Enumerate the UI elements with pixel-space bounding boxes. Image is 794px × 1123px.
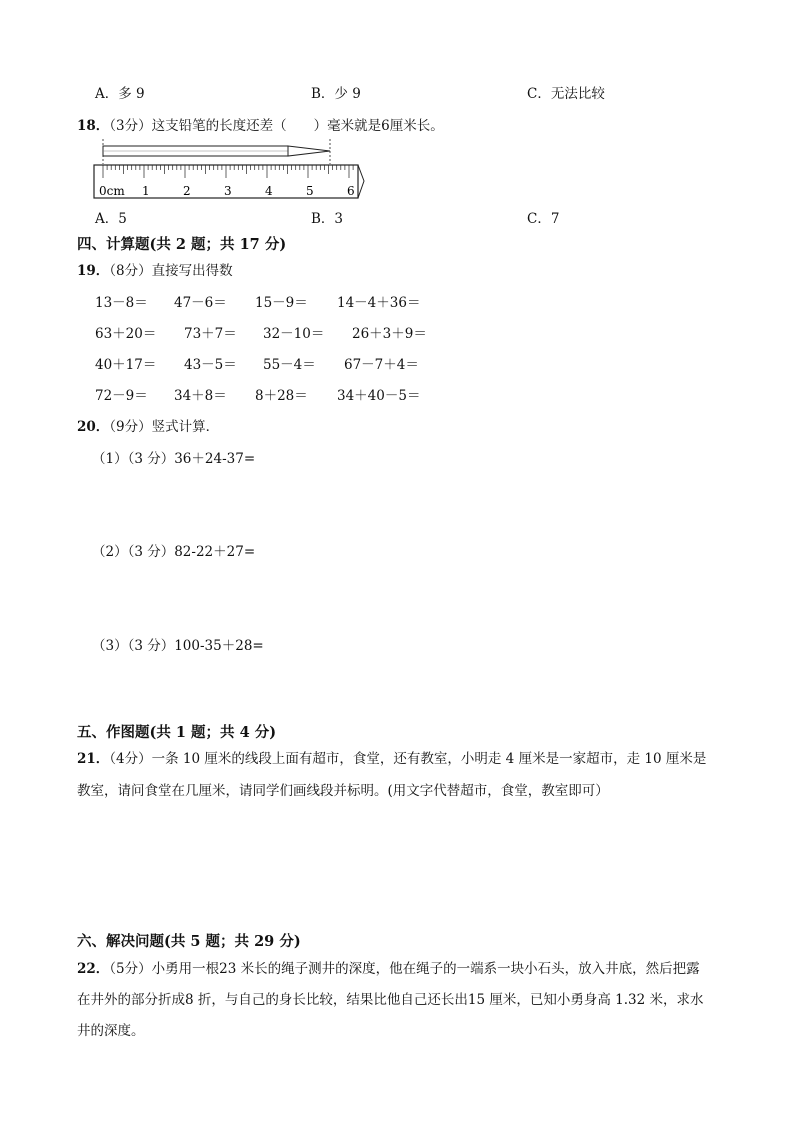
calc-item: 15－9＝ xyxy=(255,295,308,311)
ruler-label-6: 6 xyxy=(347,184,355,198)
question-19 xyxy=(77,259,233,279)
question-number: 19． xyxy=(77,263,110,279)
q17-option-a: A．多 9 xyxy=(95,86,145,102)
ruler-label-4: 4 xyxy=(265,184,273,198)
calc-item: 47－6＝ xyxy=(174,295,227,311)
question-text-line-3: 井的深度。 xyxy=(77,1023,145,1039)
section-6-title: 六、解决问题(共 5 题；共 29 分) xyxy=(77,933,301,950)
question-text-line-2: 教室，请问食堂在几厘米，请同学们画线段并标明。(用文字代替超市，食堂，教室即可） xyxy=(77,783,609,799)
pencil-ruler-figure xyxy=(92,137,372,205)
calc-item: 73＋7＝ xyxy=(184,326,237,342)
question-18 xyxy=(77,114,444,134)
question-22 xyxy=(77,957,700,977)
pencil-icon xyxy=(103,146,330,156)
calc-item: 26＋3＋9＝ xyxy=(352,326,427,342)
question-number: 20． xyxy=(77,419,110,435)
question-number: 22． xyxy=(77,961,110,977)
section-5-title: 五、作图题(共 1 题；共 4 分) xyxy=(77,724,277,741)
calc-item: 67－7＋4＝ xyxy=(344,357,419,373)
question-21 xyxy=(77,747,706,767)
question-text: （8分）直接写出得数 xyxy=(109,263,233,279)
calc-item: 72－9＝ xyxy=(95,388,148,404)
calc-item: 43－5＝ xyxy=(184,357,237,373)
q20-part-3: （3）（3 分）100-35＋28= xyxy=(92,638,264,654)
ruler-label-5: 5 xyxy=(306,184,314,198)
ruler-label-2: 2 xyxy=(183,184,191,198)
q17-option-c: C．无法比较 xyxy=(527,86,605,102)
q18-option-a: A．5 xyxy=(95,211,127,227)
question-text: （3分）这支铅笔的长度还差（ ）毫米就是6厘米长。 xyxy=(109,118,444,134)
calc-item: 55－4＝ xyxy=(263,357,316,373)
ruler-icon xyxy=(94,165,364,198)
question-text-line-1: （5分）小勇用一根23 米长的绳子测井的深度，他在绳子的一端系一块小石头，放入井底，然后把露 xyxy=(109,961,700,977)
q20-part-2: （2）（3 分）82-22＋27= xyxy=(92,544,256,560)
calc-item: 8＋28＝ xyxy=(255,388,308,404)
calc-item: 63＋20＝ xyxy=(95,326,157,342)
ruler-label-0: 0cm xyxy=(99,184,125,198)
calc-item: 14－4＋36＝ xyxy=(337,295,421,311)
q18-option-b: B．3 xyxy=(311,211,344,227)
calc-item: 34＋8＝ xyxy=(174,388,227,404)
calc-item: 34＋40－5＝ xyxy=(337,388,421,404)
question-number: 21． xyxy=(77,751,110,767)
ruler-label-1: 1 xyxy=(142,184,150,198)
section-4-title: 四、计算题(共 2 题；共 17 分) xyxy=(77,236,287,253)
question-20 xyxy=(77,415,219,435)
calc-item: 32－10＝ xyxy=(263,326,325,342)
question-text-line-1: （4分）一条 10 厘米的线段上面有超市，食堂，还有教室，小明走 4 厘米是一家超市，走 10 厘米是 xyxy=(109,751,707,767)
question-number: 18． xyxy=(77,118,110,134)
question-text-line-2: 在井外的部分折成8 折，与自己的身长比较，结果比他自己还长出15 厘米，已知小勇身高 1.32 米，求水 xyxy=(77,992,704,1008)
calc-item: 40＋17＝ xyxy=(95,357,157,373)
q20-part-1: （1）（3 分）36＋24-37= xyxy=(92,451,256,467)
q18-option-c: C．7 xyxy=(527,211,560,227)
q17-option-b: B．少 9 xyxy=(311,86,361,102)
ruler-label-3: 3 xyxy=(224,184,232,198)
question-text: （9分）竖式计算． xyxy=(109,419,220,435)
calc-item: 13－8＝ xyxy=(95,295,148,311)
